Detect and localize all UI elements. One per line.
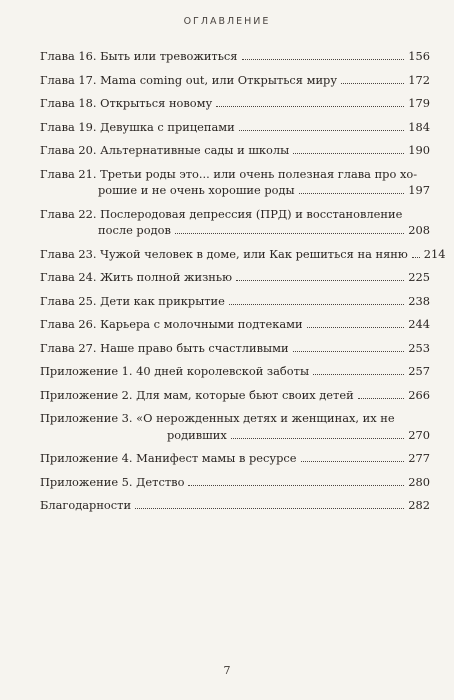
toc-entry[interactable] — [40, 316, 430, 333]
toc-entry-number: Приложение 1. — [40, 364, 137, 378]
toc-entry[interactable] — [40, 450, 430, 467]
toc-entry-page: 190 — [408, 143, 430, 157]
toc-entry-title: 40 дней королевской заботы — [136, 364, 310, 378]
dot-leader — [236, 280, 404, 281]
toc-entry-number: Приложение 5. — [40, 474, 137, 489]
toc-entry-title: Дети как прикрытие — [100, 293, 225, 308]
dot-leader — [231, 438, 404, 439]
toc-entry-number: Глава 17. — [40, 72, 101, 87]
toc-entry-page: 282 — [408, 498, 430, 512]
toc-entry-page: 197 — [408, 183, 430, 197]
toc-entry-number: Глава 18. — [40, 96, 101, 110]
toc-entry-title: Девушка с прицепами — [100, 119, 235, 134]
toc-entry-title: после родов — [98, 223, 171, 237]
toc-entry-title: рошие и не очень хорошие роды — [98, 183, 295, 197]
toc-heading: ОГЛАВЛЕНИЕ — [183, 16, 271, 27]
toc-entry-title: Mama coming out, или Открыться миру — [100, 72, 338, 87]
toc-entry-title: Быть или тревожиться — [100, 49, 238, 63]
toc-entry-title: Жить полной жизнью — [100, 270, 232, 284]
toc-entry[interactable] — [40, 497, 430, 514]
toc-entry[interactable] — [40, 269, 430, 286]
toc-entry-number: Глава 16. — [40, 49, 101, 63]
toc-entry-page: 238 — [408, 293, 430, 308]
toc-entry-title: Манифест мамы в ресурсе — [136, 451, 297, 465]
toc-entry-title: Наше право быть счастливыми — [100, 340, 289, 355]
toc-entry[interactable] — [40, 119, 430, 136]
toc-entry-page: 225 — [408, 270, 430, 284]
toc-entry-title: Для мам, которые бьют своих детей — [136, 387, 354, 402]
toc-entry-title: Послеродовая депрессия (ПРД) и восстановление — [100, 206, 403, 221]
toc-entry[interactable] — [40, 48, 430, 65]
toc-entry[interactable] — [40, 72, 430, 89]
toc-entry-number: Приложение 4. — [40, 451, 137, 465]
toc-entry-page: 208 — [408, 223, 430, 237]
toc-entry-page: 257 — [408, 364, 430, 378]
toc-entry[interactable] — [40, 95, 430, 112]
toc-entry[interactable] — [40, 340, 430, 357]
dot-leader — [307, 327, 405, 328]
toc-entry[interactable] — [40, 246, 446, 263]
toc-entry[interactable] — [40, 387, 430, 404]
dot-leader — [216, 106, 404, 107]
dot-leader — [341, 83, 404, 84]
toc-entry-page: 184 — [408, 119, 430, 134]
dot-leader — [242, 59, 405, 60]
toc-entry-title: Детство — [136, 474, 185, 489]
toc-entry[interactable] — [40, 363, 430, 380]
toc-entry-page: 244 — [408, 317, 430, 331]
table-of-contents — [40, 48, 446, 521]
dot-leader — [135, 508, 404, 509]
toc-entry-page: 179 — [408, 96, 430, 110]
toc-entry-page: 253 — [408, 340, 430, 355]
dot-leader — [358, 398, 405, 399]
toc-entry-number: Приложение 2. — [40, 387, 137, 402]
toc-entry-number: Глава 25. — [40, 293, 101, 308]
toc-entry[interactable] — [40, 142, 430, 159]
toc-entry-title: Карьера с молочными подтеками — [100, 317, 303, 331]
dot-leader — [229, 304, 404, 305]
toc-entry-title: Чужой человек в доме, или Как решиться на няню — [100, 246, 408, 261]
dot-leader — [412, 257, 420, 258]
toc-entry[interactable] — [40, 474, 430, 491]
toc-entry[interactable] — [40, 166, 430, 199]
toc-entry-number: Глава 23. — [40, 246, 101, 261]
toc-entry-number: Глава 19. — [40, 119, 101, 134]
toc-entry-number: Приложение 3. — [40, 411, 137, 425]
toc-entry-page: 172 — [408, 72, 430, 87]
toc-entry-title: Третьи роды это... или очень полезная глава про хо- — [100, 166, 418, 181]
toc-entry-page: 270 — [408, 427, 430, 442]
toc-entry-number: Глава 26. — [40, 317, 101, 331]
toc-entry-title: родивших — [167, 427, 227, 442]
toc-entry-page: 280 — [408, 474, 430, 489]
toc-entry[interactable] — [40, 293, 430, 310]
toc-entry-title: «О нерожденных детях и женщинах, их не — [136, 411, 395, 425]
toc-entry-number: Глава 20. — [40, 143, 101, 157]
dot-leader — [301, 461, 405, 462]
toc-entry[interactable] — [40, 410, 430, 443]
toc-entry-number: Глава 24. — [40, 270, 101, 284]
toc-entry-page: 266 — [408, 387, 430, 402]
dot-leader — [188, 485, 404, 486]
toc-entry[interactable] — [40, 206, 430, 239]
toc-entry-number: Глава 27. — [40, 340, 101, 355]
dot-leader — [239, 130, 404, 131]
toc-entry-page: 214 — [423, 246, 446, 261]
toc-entry-title: Благодарности — [40, 498, 132, 512]
toc-entry-page: 277 — [408, 451, 430, 465]
toc-entry-number: Глава 22. — [40, 206, 101, 221]
toc-entry-title: Открыться новому — [100, 96, 213, 110]
dot-leader — [313, 374, 404, 375]
dot-leader — [175, 233, 404, 234]
dot-leader — [293, 351, 405, 352]
toc-entry-title: Альтернативные сады и школы — [100, 143, 290, 157]
toc-entry-page: 156 — [408, 49, 430, 63]
dot-leader — [293, 153, 404, 154]
page-number: 7 — [223, 664, 231, 677]
toc-entry-number: Глава 21. — [40, 166, 101, 181]
dot-leader — [299, 193, 405, 194]
